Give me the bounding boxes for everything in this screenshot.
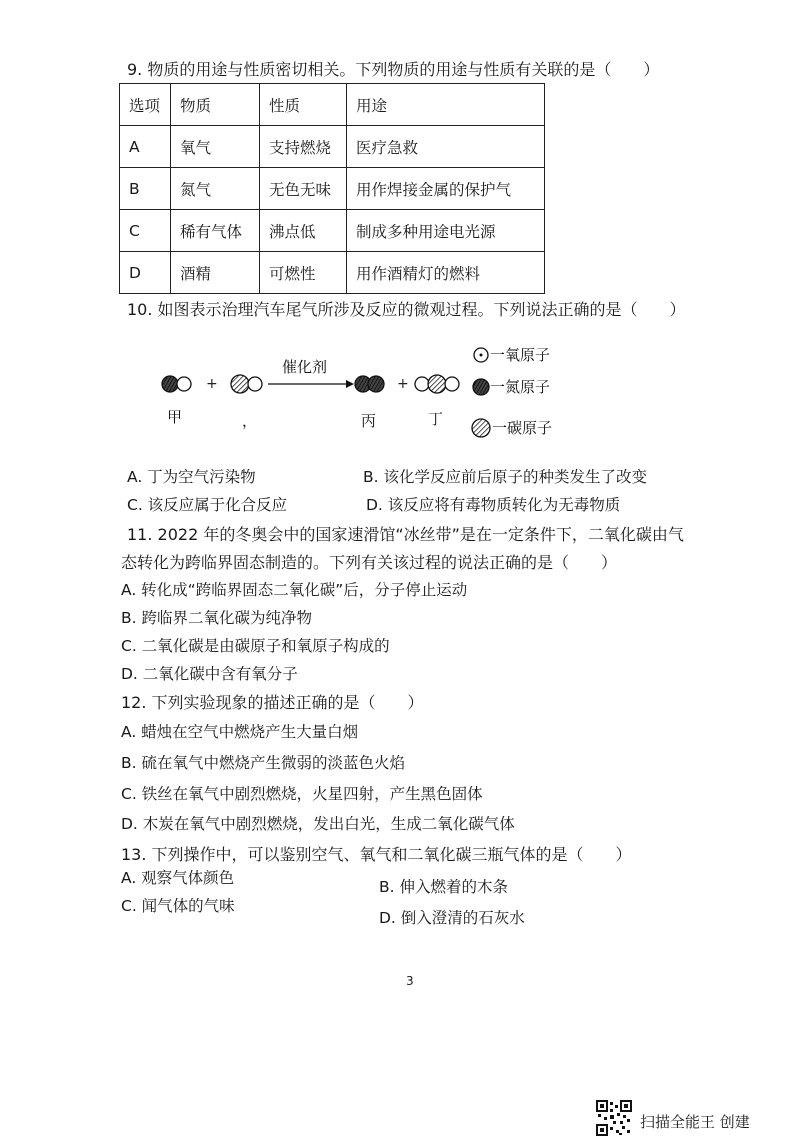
legend-oxygen: 一氧原子 [490,346,551,364]
reaction-diagram [150,340,600,440]
molecule-jia [162,376,191,392]
header-use: 用途 [347,84,545,126]
table-cell: D [120,252,171,294]
q9-stem: 9. 物质的用途与性质密切相关。下列物质的用途与性质有关联的是（ ） [127,60,660,79]
header-property: 性质 [260,84,347,126]
table-row [120,252,545,294]
table-row [120,168,545,210]
page-number: 3 [406,974,414,988]
q12-option-d: D. 木炭在氧气中剧烈燃烧，发出白光，生成二氧化碳气体 [121,815,515,833]
header-substance: 物质 [171,84,260,126]
q12-stem: 12. 下列实验现象的描述正确的是（ ） [121,693,424,712]
properties-table [119,83,545,294]
table-cell: 医疗急救 [347,126,545,168]
label-ding: 丁 [428,410,444,428]
scanner-watermark: 扫描全能王 创建 [640,1113,750,1131]
q12-option-a: A. 蜡烛在空气中燃烧产生大量白烟 [121,723,359,741]
q10-option-b: B. 该化学反应前后原子的种类发生了改变 [363,468,647,486]
table-cell: 支持燃烧 [260,126,347,168]
q11-option-d: D. 二氧化碳中含有氧分子 [121,665,298,683]
table-cell: A [120,126,171,168]
legend-carbon: 一碳原子 [492,419,553,437]
qr-code-icon [596,1100,632,1136]
q12-option-c: C. 铁丝在氧气中剧烈燃烧，火星四射，产生黑色固体 [121,785,483,803]
table-cell: 用作焊接金属的保护气 [347,168,545,210]
molecule-bing [355,376,384,392]
header-option: 选项 [120,84,171,126]
table-cell: 稀有气体 [171,210,260,252]
label-jia: 甲 [167,408,183,426]
table-row [120,126,545,168]
q10-stem: 10. 如图表示治理汽车尾气所涉及反应的微观过程。下列说法正确的是（ ） [127,300,686,319]
q12-option-b: B. 硫在氧气中燃烧产生微弱的淡蓝色火焰 [121,754,405,772]
arrow-head-icon [346,380,354,388]
label-yi: ， [242,412,258,430]
q10-option-a: A. 丁为空气污染物 [127,468,256,486]
table-cell: 无色无味 [260,168,347,210]
table-header-row [120,84,545,126]
q13-option-a: A. 观察气体颜色 [121,869,235,887]
label-bing: 丙 [361,412,377,430]
q11-stem-line1: 11. 2022 年的冬奥会中的国家速滑馆“冰丝带”是在一定条件下，二氧化碳由气 [127,525,684,544]
nitrogen-atom-icon [473,379,489,395]
plus-sign: + [397,376,409,392]
q13-stem: 13. 下列操作中，可以鉴别空气、氧气和二氧化碳三瓶气体的是（ ） [121,845,632,864]
table-cell: 用作酒精灯的燃料 [347,252,545,294]
q11-option-b: B. 跨临界二氧化碳为纯净物 [121,609,312,627]
molecule-ding [415,375,459,393]
catalyst-label: 催化剂 [282,358,328,376]
legend [472,346,552,437]
table-cell: 氮气 [171,168,260,210]
q13-option-c: C. 闻气体的气味 [121,897,235,915]
q11-stem-line2: 态转化为跨临界固态制造的。下列有关该过程的说法正确的是（ ） [121,553,618,572]
table-cell: 氧气 [171,126,260,168]
table-cell: B [120,168,171,210]
table-cell: C [120,210,171,252]
table-cell: 沸点低 [260,210,347,252]
q11-option-c: C. 二氧化碳是由碳原子和氧原子构成的 [121,637,390,655]
molecule-yi [231,375,262,393]
carbon-atom-icon [472,419,490,437]
q10-option-d: D. 该反应将有毒物质转化为无毒物质 [366,496,621,514]
q13-option-b: B. 伸入燃着的木条 [379,878,508,896]
table-row [120,210,545,252]
table-cell: 可燃性 [260,252,347,294]
legend-nitrogen: 一氮原子 [490,378,551,396]
plus-sign: + [206,376,218,392]
table-cell: 制成多种用途电光源 [347,210,545,252]
q11-option-a: A. 转化成“跨临界固态二氧化碳”后，分子停止运动 [121,581,468,599]
table-cell: 酒精 [171,252,260,294]
q13-option-d: D. 倒入澄清的石灰水 [379,909,525,927]
q10-option-c: C. 该反应属于化合反应 [127,496,288,514]
